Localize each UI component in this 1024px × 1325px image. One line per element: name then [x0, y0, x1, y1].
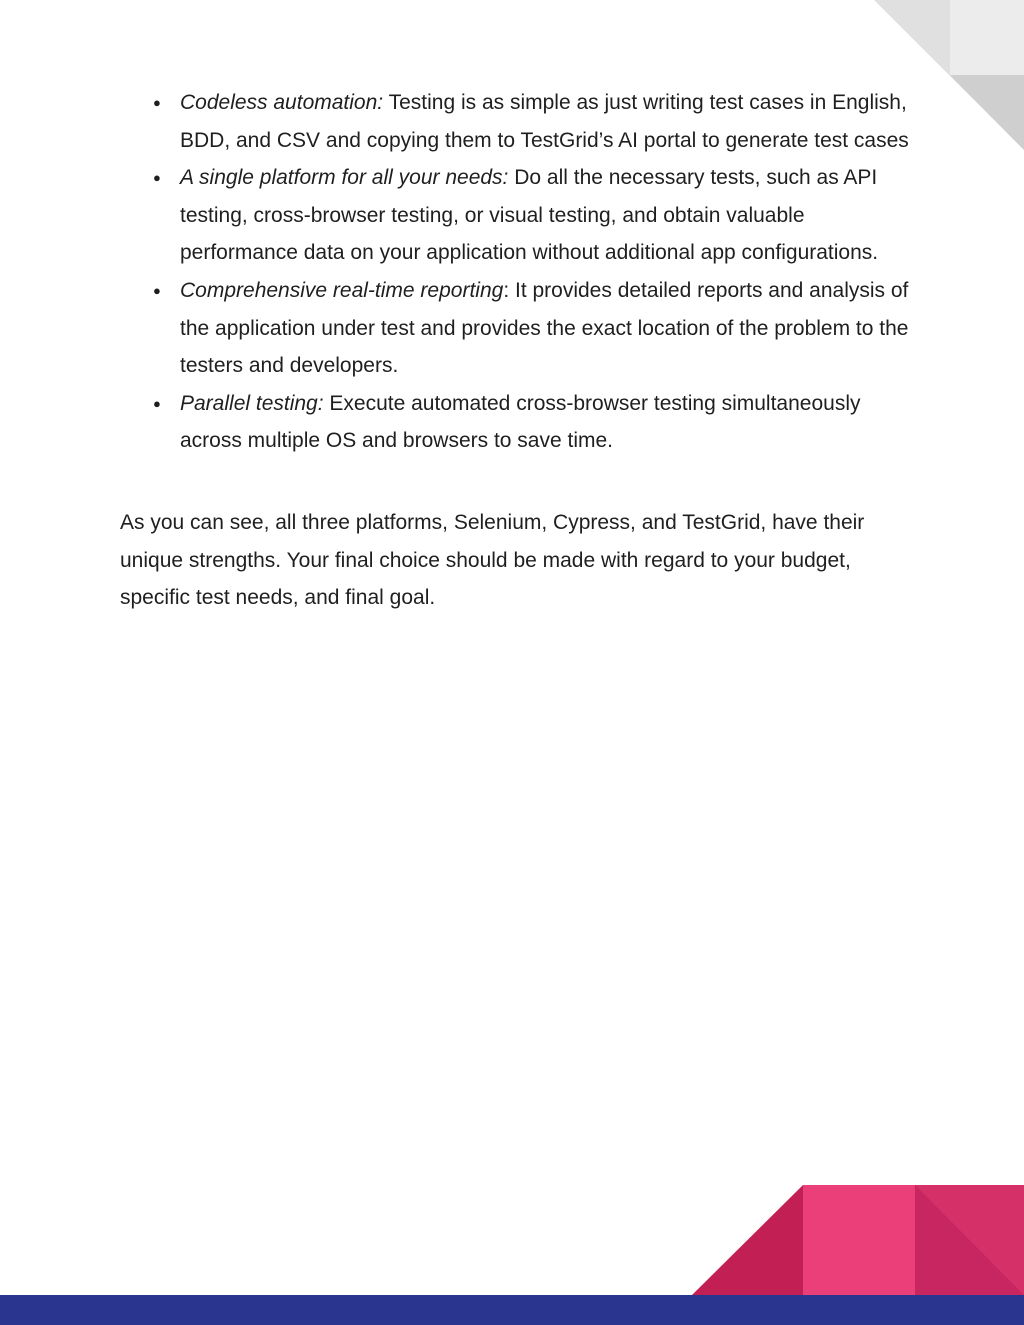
bullet-icon: ● [153, 282, 161, 298]
feature-item-parallel-testing [120, 385, 910, 460]
feature-text: Execute automated cross-browser testing simultaneously across multiple OS and browsers to save time. [180, 391, 861, 453]
bullet-icon: ● [153, 395, 161, 411]
feature-item-realtime-reporting [120, 272, 910, 385]
feature-title: Comprehensive real-time reporting [180, 278, 504, 302]
feature-text: : It provides detailed reports and analysis of the application under test and provides the exact location of the problem to the testers and developers. [180, 278, 909, 378]
feature-item-single-platform [120, 159, 910, 272]
feature-text: Do all the necessary tests, such as API testing, cross-browser testing, or visual testing, and obtain valuable performance data on your application without additional app configurations. [180, 166, 879, 265]
feature-item-codeless-automation [120, 84, 910, 159]
footer-navy-band [0, 1295, 1024, 1325]
feature-text: Testing is as simple as just writing test cases in English, BDD, and CSV and copying them to TestGrid’s AI portal to generate test cases [180, 91, 909, 152]
feature-title: A single platform for all your needs: [180, 166, 509, 190]
feature-list [120, 84, 910, 460]
feature-title: Parallel testing: [180, 391, 324, 415]
footer-pink-dark-triangle [692, 1185, 803, 1295]
feature-title: Codeless automation: [180, 91, 384, 114]
bullet-icon: ● [153, 170, 161, 186]
summary-paragraph: As you can see, all three platforms, Selenium, Cypress, and TestGrid, have their unique strengths. Your final choice should be made with regard to your budget, specific test needs, and final goal. [120, 510, 865, 610]
page-footer-decoration [0, 1175, 1024, 1325]
corner-top-gray-light [950, 0, 1024, 75]
document-page [120, 84, 910, 617]
footer-pink-light-block [803, 1185, 915, 1295]
bullet-icon: ● [153, 95, 161, 110]
